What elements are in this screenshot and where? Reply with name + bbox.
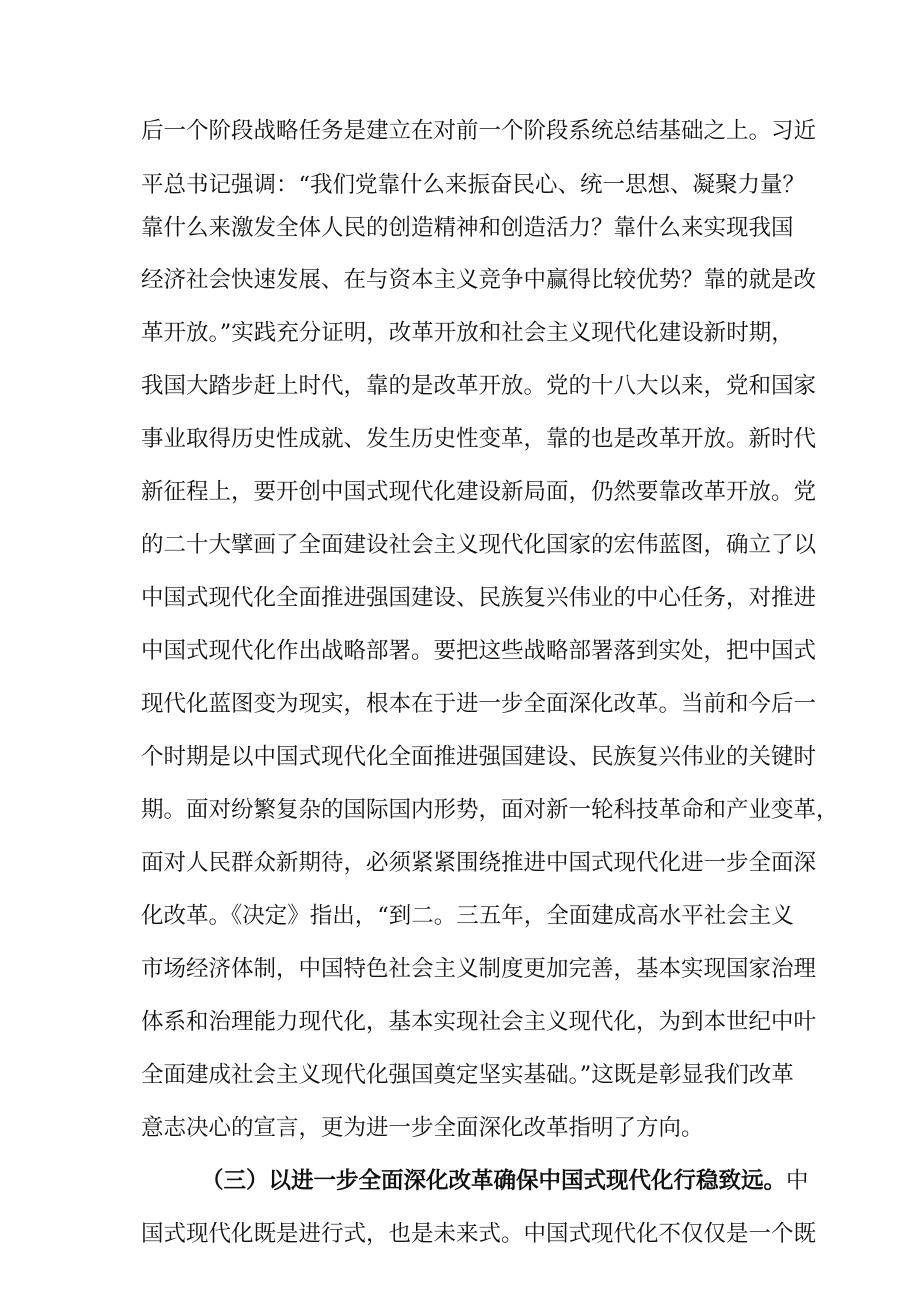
body-line: 中国式现代化作出战略部署。要把这些战略部署落到实处，把中国式 (141, 638, 817, 664)
section-heading-line (141, 1166, 809, 1196)
body-line: 现代化蓝图变为现实，根本在于进一步全面深化改革。当前和今后一 (141, 691, 817, 717)
body-line: 我国大踏步赶上时代，靠的是改革开放。党的十八大以来，党和国家 (141, 373, 817, 399)
body-line: 国式现代化既是进行式，也是未来式。中国式现代化不仅仅是一个既 (141, 1221, 817, 1247)
body-line: 全面建成社会主义现代化强国奠定坚实基础。”这既是彰显我们改革 (141, 1062, 794, 1088)
body-line: 新征程上，要开创中国式现代化建设新局面，仍然要靠改革开放。党 (141, 479, 817, 505)
body-line: 革开放。”实践充分证明，改革开放和社会主义现代化建设新时期， (141, 320, 794, 346)
body-line: 个时期是以中国式现代化全面推进强国建设、民族复兴伟业的关键时 (141, 744, 817, 770)
body-line: 化改革。《决定》指出，“到二。三五年，全面建成高水平社会主义 (141, 903, 794, 929)
section-heading-tail: 中 (786, 1168, 809, 1194)
body-line: 市场经济体制，中国特色社会主义制度更加完善，基本实现国家治理 (141, 956, 817, 982)
body-line: 的二十大擘画了全面建设社会主义现代化国家的宏伟蓝图，确立了以 (141, 532, 817, 558)
section-heading: （三）以进一步全面深化改革确保中国式现代化行稳致远。 (201, 1168, 787, 1194)
body-line: 事业取得历史性成就、发生历史性变革，靠的也是改革开放。新时代 (141, 426, 817, 452)
body-line: 中国式现代化全面推进强国建设、民族复兴伟业的中心任务，对推进 (141, 585, 817, 611)
body-line: 面对人民群众新期待，必须紧紧围绕推进中国式现代化进一步全面深 (141, 850, 817, 876)
body-line: 平总书记强调：“我们党靠什么来振奋民心、统一思想、凝聚力量？ (141, 172, 806, 198)
body-line: 期。面对纷繁复杂的国际国内形势，面对新一轮科技革命和产业变革， (141, 797, 839, 823)
body-line: 后一个阶段战略任务是建立在对前一个阶段系统总结基础之上。习近 (141, 118, 817, 144)
body-line-last: 意志决心的宣言，更为进一步全面深化改革指明了方向。 (141, 1115, 704, 1141)
body-line: 体系和治理能力现代化，基本实现社会主义现代化，为到本世纪中叶 (141, 1009, 817, 1035)
body-line: 靠什么来激发全体人民的创造精神和创造活力？靠什么来实现我国 (141, 215, 794, 241)
body-line: 经济社会快速发展、在与资本主义竞争中赢得比较优势？靠的就是改 (141, 267, 817, 293)
